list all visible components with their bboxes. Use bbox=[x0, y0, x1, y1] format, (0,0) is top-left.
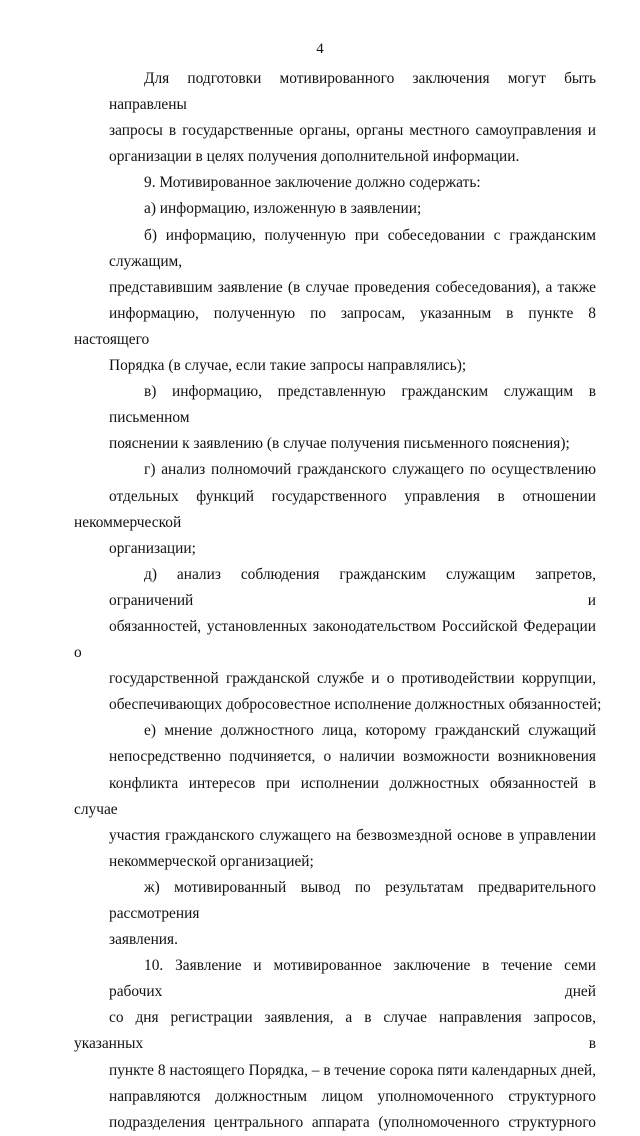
text-line: участия гражданского служащего на безвозмездной основе в управлении bbox=[109, 826, 596, 844]
paragraph-item-9d bbox=[74, 562, 602, 719]
text-line: со дня регистрации заявления, а в случае направления запросов, указанных в bbox=[74, 1009, 596, 1053]
text-line: пояснении к заявлению (в случае получения письменного пояснения); bbox=[109, 435, 570, 453]
paragraph-item-9 bbox=[74, 170, 596, 196]
text-line: Для подготовки мотивированного заключения могут быть направлены bbox=[109, 70, 596, 114]
text-line: заявления. bbox=[109, 931, 178, 949]
text-line: непосредственно подчиняется, о наличии возможности возникновения bbox=[109, 748, 596, 766]
text-line: государственной гражданской службе и о противодействии коррупции, bbox=[109, 670, 596, 688]
document-body bbox=[74, 66, 602, 1136]
paragraph-intro bbox=[74, 66, 596, 170]
paragraph-item-9a bbox=[74, 196, 596, 222]
paragraph-item-9b bbox=[74, 223, 596, 380]
text-line: направляются должностным лицом уполномоченного структурного bbox=[109, 1087, 596, 1105]
paragraph-item-9e bbox=[74, 718, 596, 875]
paragraph-item-9v bbox=[74, 379, 596, 457]
text-line: обеспечивающих добросовестное исполнение должностных обязанностей; bbox=[109, 696, 602, 714]
text-line: представившим заявление (в случае проведения собеседования), а также bbox=[109, 278, 596, 296]
text-line: организации в целях получения дополнительной информации. bbox=[109, 148, 520, 166]
paragraph-item-10 bbox=[74, 953, 596, 1136]
text-line: отдельных функций государственного управления в отношении некоммерческой bbox=[74, 487, 596, 531]
text-line: Порядка (в случае, если такие запросы направлялись); bbox=[109, 357, 467, 375]
paragraph-item-9zh bbox=[74, 875, 596, 953]
text-line: подразделения центрального аппарата (уполномоченного структурного bbox=[109, 1113, 596, 1131]
text-line: обязанностей, установленных законодательством Российской Федерации о bbox=[74, 617, 596, 662]
text-line: б) информацию, полученную при собеседовании с гражданским служащим, bbox=[109, 226, 596, 270]
text-line: некоммерческой организацией; bbox=[109, 852, 314, 870]
text-line: 9. Мотивированное заключение должно содержать: bbox=[144, 174, 481, 192]
text-line: д) анализ соблюдения гражданским служащим запретов, ограничений и bbox=[109, 565, 596, 609]
text-line: г) анализ полномочий гражданского служащего по осуществлению bbox=[144, 461, 596, 479]
text-line: пункте 8 настоящего Порядка, – в течение сорока пяти календарных дней, bbox=[109, 1061, 596, 1079]
text-line: е) мнение должностного лица, которому гражданский служащий bbox=[144, 722, 596, 740]
text-line: ж) мотивированный вывод по результатам предварительного рассмотрения bbox=[109, 878, 596, 922]
page-number: 4 bbox=[316, 41, 324, 57]
text-line: организации; bbox=[109, 539, 196, 557]
text-line: конфликта интересов при исполнении должностных обязанностей в случае bbox=[74, 774, 596, 818]
text-line: а) информацию, изложенную в заявлении; bbox=[144, 200, 422, 218]
text-line: информацию, полученную по запросам, указанным в пункте 8 настоящего bbox=[74, 304, 596, 348]
paragraph-item-9g bbox=[74, 457, 596, 561]
text-line: запросы в государственные органы, органы местного самоуправления и bbox=[109, 122, 596, 140]
text-line: в) информацию, представленную гражданским служащим в письменном bbox=[109, 383, 596, 427]
text-line: 10. Заявление и мотивированное заключение в течение семи рабочих дней bbox=[109, 957, 596, 1001]
